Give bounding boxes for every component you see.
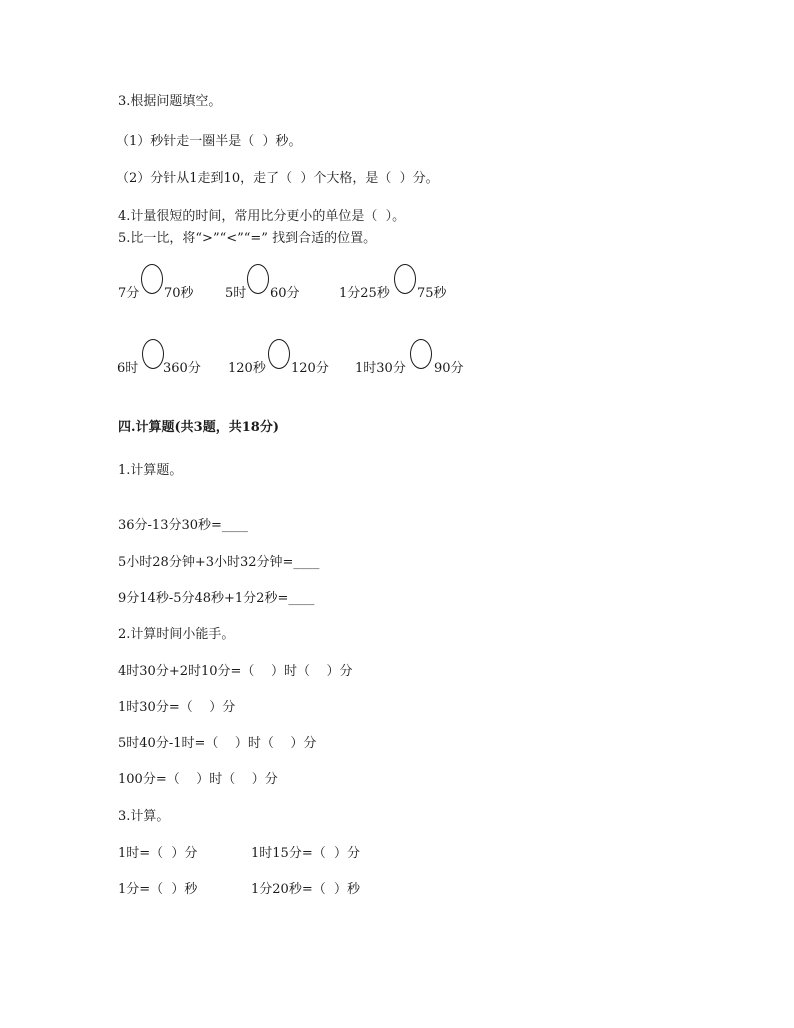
- calc1-item: 5小时28分钟+3小时32分钟=____: [118, 555, 320, 570]
- compare-right: 75秒: [417, 286, 447, 301]
- compare-left: 5时: [225, 286, 247, 301]
- q5-text: 5.比一比，将“>”“<”“=” 找到合适的位置。: [118, 231, 377, 246]
- section-heading: 四.计算题(共3题，共18分): [118, 420, 279, 435]
- calc1-item: 36分-13分30秒=____: [118, 518, 248, 533]
- compare-row-1: [0, 264, 794, 304]
- compare-oval[interactable]: [141, 264, 163, 294]
- compare-item: [118, 264, 208, 304]
- compare-right: 60分: [270, 286, 300, 301]
- calc3-item-a: 1分=（ ）秒: [118, 882, 198, 897]
- calc2-item: 4时30分+2时10分=（ ）时（ ）分: [118, 664, 353, 679]
- calc2-item: 1时30分=（ ）分: [118, 700, 236, 715]
- compare-left: 7分: [118, 286, 140, 301]
- compare-item: [228, 339, 338, 379]
- calc3-title: 3.计算。: [118, 809, 170, 824]
- calc1-title: 1.计算题。: [118, 463, 183, 478]
- calc3-item-b: 1时15分=（ ）分: [251, 846, 360, 861]
- calc2-item: 5时40分-1时=（ ）时（ ）分: [118, 736, 317, 751]
- compare-left: 6时: [117, 361, 139, 376]
- calc3-item-b: 1分20秒=（ ）秒: [251, 882, 360, 897]
- compare-item: [225, 264, 315, 304]
- compare-left: 1分25秒: [339, 286, 390, 301]
- calc2-title: 2.计算时间小能手。: [118, 627, 235, 642]
- compare-row-2: [0, 339, 794, 379]
- q3-part2: （2）分针从1走到10，走了（ ）个大格，是（ ）分。: [116, 171, 439, 186]
- compare-oval[interactable]: [247, 264, 269, 294]
- compare-item: [355, 339, 475, 379]
- compare-oval[interactable]: [142, 339, 164, 369]
- compare-left: 120秒: [228, 361, 266, 376]
- compare-right: 70秒: [164, 286, 194, 301]
- q3-part1: （1）秒针走一圈半是（ ）秒。: [116, 134, 302, 149]
- compare-item: [339, 264, 459, 304]
- calc1-item: 9分14秒-5分48秒+1分2秒=____: [118, 591, 315, 606]
- compare-right: 360分: [163, 361, 201, 376]
- q3-title: 3.根据问题填空。: [118, 94, 222, 109]
- compare-left: 1时30分: [355, 361, 406, 376]
- compare-oval[interactable]: [394, 264, 416, 294]
- compare-right: 120分: [291, 361, 329, 376]
- calc3-item-a: 1时=（ ）分: [118, 846, 198, 861]
- calc2-item: 100分=（ ）时（ ）分: [118, 772, 278, 787]
- compare-right: 90分: [434, 361, 464, 376]
- q4-text: 4.计量很短的时间，常用比分更小的单位是（ ）。: [118, 209, 406, 224]
- compare-item: [117, 339, 212, 379]
- compare-oval[interactable]: [410, 339, 432, 369]
- compare-oval[interactable]: [268, 339, 290, 369]
